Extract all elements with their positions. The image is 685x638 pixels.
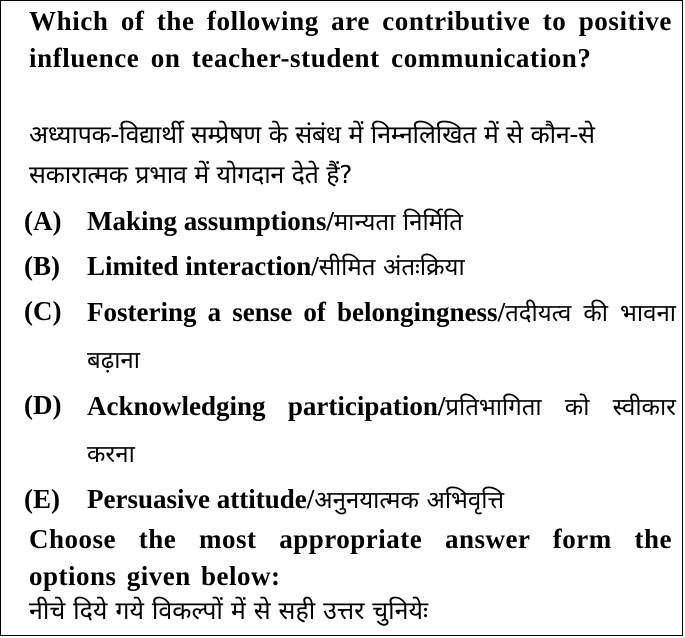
option-label: (D) bbox=[24, 390, 62, 420]
question-text-english: Which of the following are contributive to positive influence on teacher-student communication? bbox=[29, 6, 672, 73]
option-label: (A) bbox=[24, 206, 62, 236]
option-text-english: Limited interaction/ bbox=[87, 251, 319, 281]
question-text-hindi: अध्यापक-विद्यार्थी सम्प्रेषण के संबंध में निम्नलिखित में से कौन-से सकारात्मक प्रभाव में योगदान देते हैं? bbox=[29, 120, 595, 189]
option-text-hindi: मान्यता निर्मिति bbox=[333, 208, 463, 236]
option-text-english: Fostering a sense of belongingness/ bbox=[87, 297, 506, 327]
option-label: (E) bbox=[24, 484, 60, 514]
option-text-hindi: अनुनयात्मक अभिवृत्ति bbox=[314, 486, 505, 514]
option-text-hindi: प्रतिभागिता को स्वीकार करना bbox=[87, 393, 677, 468]
option-text-english: Persuasive attitude/ bbox=[87, 484, 315, 514]
option-c bbox=[24, 289, 676, 383]
option-b bbox=[24, 244, 676, 289]
option-d bbox=[24, 383, 676, 477]
option-e bbox=[24, 477, 676, 522]
option-label: (C) bbox=[24, 296, 62, 326]
options-list bbox=[24, 199, 676, 522]
instruction-text-english: Choose the most appropriate answer form the options given below: bbox=[29, 524, 672, 591]
instruction-text-hindi: नीचे दिये गये विकल्पों में से सही उत्तर चुनियेः bbox=[29, 596, 429, 625]
option-label: (B) bbox=[24, 251, 60, 281]
option-text-english: Making assumptions/ bbox=[87, 206, 334, 236]
option-text-hindi: तदीयत्व की भावना बढ़ाना bbox=[87, 299, 676, 374]
option-text-english: Acknowledging participation/ bbox=[87, 391, 446, 421]
option-a bbox=[24, 199, 676, 244]
option-text-hindi: सीमित अंतःक्रिया bbox=[318, 253, 465, 281]
